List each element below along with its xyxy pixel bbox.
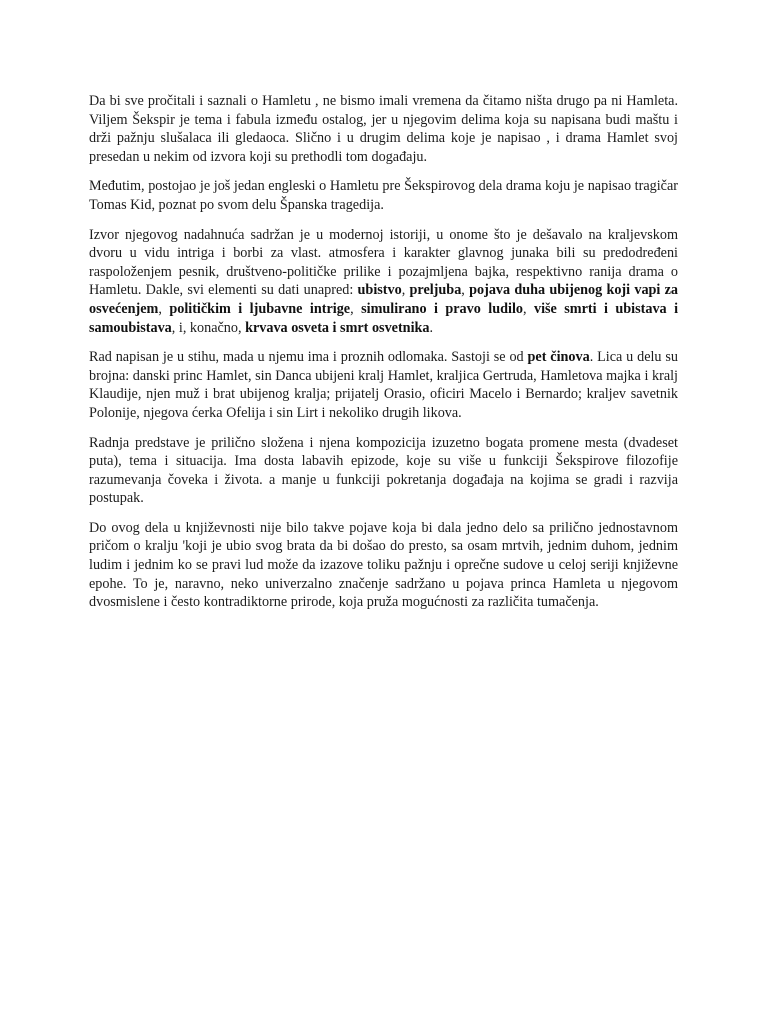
paragraph-text: Da bi sve pročitali i saznali o Hamletu , ne bismo imali vremena da čitamo ništa drugo pa ni Hamleta. Viljem Šekspir je tema i fabula između ostalog, jer u njegovim delima koja su napisana budi maštu i drži pažnju slušalaca ili gledaoca. Slično i u drugim delima koje je napisao , i drama Hamlet svoj presedan u nekim od izvora koji su prethodli tom događaju. [89,93,678,165]
paragraph-3 [89,226,678,338]
punctuation: , [461,282,470,299]
paragraph-5 [89,434,678,508]
document-body [89,92,678,623]
bold-phrase: ubistvo [357,282,402,299]
punctuation: , [401,282,410,299]
punctuation: . [429,319,434,336]
paragraph-6 [89,519,678,612]
bold-phrase: preljuba [409,282,462,299]
paragraph-2 [89,177,678,214]
paragraph-text: , i, konačno, [171,319,246,336]
bold-phrase: simulirano i pravo ludilo [361,300,523,317]
punctuation: , [350,300,362,317]
paragraph-text: Rad napisan je u stihu, mada u njemu ima i proznih odlomaka. Sastoji se od [89,349,528,366]
paragraph-1 [89,92,678,166]
bold-phrase: pet činova [527,349,590,366]
bold-phrase: pojava duha ubijenog koji vapi za osvećenjem [89,282,679,317]
punctuation: , [522,300,534,317]
paragraph-text: Do ovog dela u književnosti nije bilo takve pojave koja bi dala jedno delo sa prilično jednostavnom pričom o kralju 'koji je ubio svog brata da bi došao do presto, sa osam mrtvih, jednim duhom, jednim ludim i jednim ko se pravi lud može da izazove toliku pažnju i oprečne sudove u celoj seriji književne epohe. To je, naravno, neko univerzalno značenje sadržano u pojava princa Hamleta u njegovom dvosmislene i često kontradiktorne prirode, koja pruža mogućnosti za različita tumačenja. [89,519,678,611]
punctuation: , [158,300,170,317]
paragraph-text: . Lica u delu su brojna: danski princ Hamlet, sin Danca ubijeni kralj Hamlet, kraljica Gertruda, Hamletova majka i kralj Klaudije, njen muž i brat ubijenog kralja; prijatelj Orasio, oficiri Macelo i Bernardo; kraljev savetnik Polonije, njegova ćerka Ofelija i sin Lirt i nekoliko drugih likova. [89,349,679,421]
paragraph-text: Radnja predstave je prilično složena i njena kompozicija izuzetno bogata promene mesta (dvadeset puta), tema i situacija. Ima dosta labavih epizode, koje su više u funkciji Šekspirove filozofije razumevanja čoveka i života. a manje u funkciji pokretanja događaja na kojima se gradi i razvija postupak. [89,434,678,507]
paragraph-text: Međutim, postojao je još jedan engleski o Hamletu pre Šekspirovog dela drama koju je napisao tragičar Tomas Kid, poznat po svom delu Španska tragedija. [89,178,678,213]
paragraph-4 [89,348,678,422]
bold-phrase: političkim i ljubavne intrige [169,300,351,317]
bold-phrase: krvava osveta i smrt osvetnika [245,319,430,336]
paragraph-text: Izvor njegovog nadahnuća sadržan je u modernoj istoriji, u onome što je dešavalo na kraljevskom dvoru u vidu intriga i borbi za vlast. atmosfera i karakter glavnog junaka bili su predodređeni raspoloženjem pesnik, društveno-političke prilike i pozajmljena bajka, respektivno ranija drama o Hamletu. Dakle, svi elementi su dati unapred: [89,226,678,299]
bold-phrase: više smrti i ubistava i samoubistava [89,300,679,336]
